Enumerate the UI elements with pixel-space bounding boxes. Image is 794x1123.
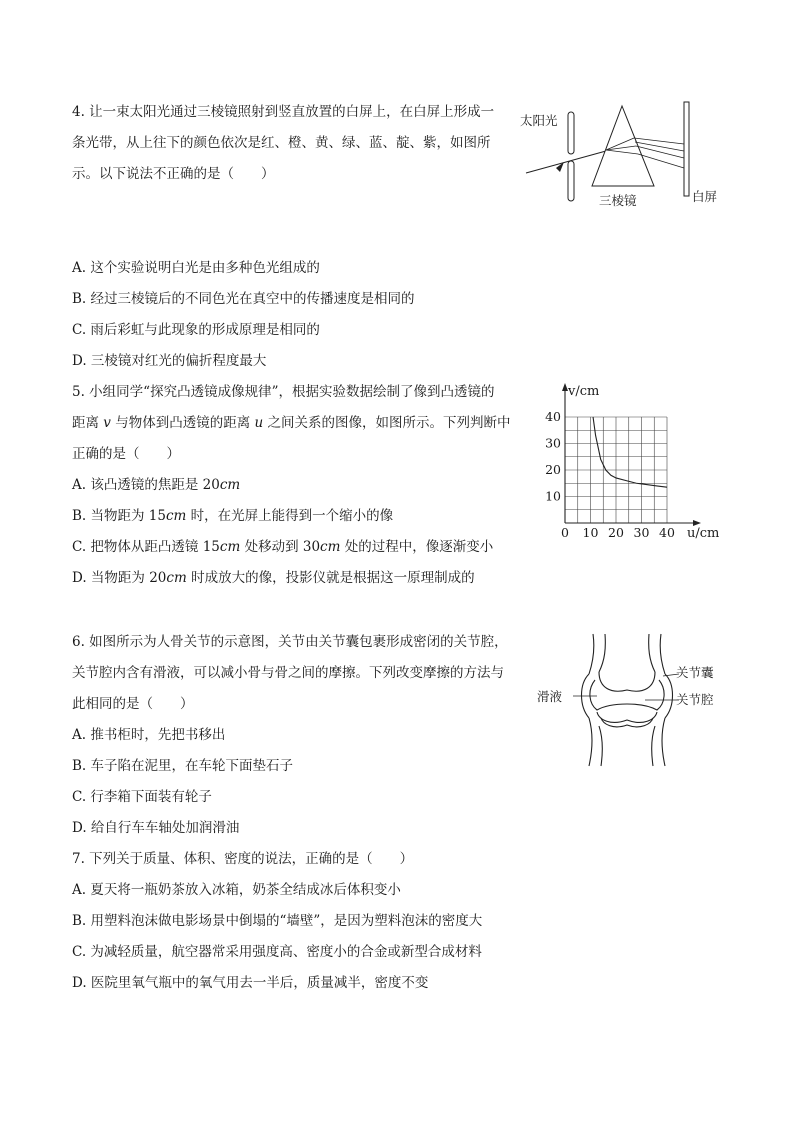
sunlight-label: 太阳光 bbox=[520, 113, 558, 128]
incident-ray bbox=[526, 151, 606, 173]
upper-slit-bar bbox=[568, 112, 574, 154]
q4-option-b: B. 经过三棱镜后的不同色光在真空中的传播速度是相同的 bbox=[72, 291, 415, 307]
lower-slit-bar bbox=[568, 161, 574, 201]
q4-stem-line-1: 4. 让一束太阳光通过三棱镜照射到竖直放置的白屏上，在白屏上形成一 bbox=[72, 104, 495, 120]
q7-stem: 7. 下列关于质量、体积、密度的说法，正确的是（ ） bbox=[72, 851, 414, 867]
x-tick-label: 20 bbox=[608, 525, 624, 540]
q6-stem-line-3: 此相同的是（ ） bbox=[72, 696, 194, 712]
q5-option-a: A. 该凸透镜的焦距是 20cm bbox=[72, 477, 241, 493]
q6-option-d: D. 给自行车车轴处加润滑油 bbox=[72, 820, 240, 836]
y-axis-label: v/cm bbox=[568, 384, 600, 399]
q5-stem-line-1: 5. 小组同学“探究凸透镜成像规律”，根据实验数据绘制了像到凸透镜的 bbox=[72, 384, 495, 400]
image-distance-curve bbox=[593, 417, 667, 487]
q5-option-b: B. 当物距为 15cm 时，在光屏上能得到一个缩小的像 bbox=[72, 508, 394, 524]
q6-option-a: A. 推书柜时，先把书移出 bbox=[72, 727, 226, 743]
fluid-label: 滑液 bbox=[537, 689, 563, 704]
cavity-label: 关节腔 bbox=[676, 692, 714, 707]
q4-option-d: D. 三棱镜对红光的偏折程度最大 bbox=[72, 353, 267, 369]
x-tick-label: 40 bbox=[659, 525, 675, 540]
y-tick-label: 40 bbox=[545, 409, 561, 424]
joint-figure bbox=[535, 628, 750, 770]
y-tick-label: 20 bbox=[545, 462, 561, 477]
x-tick-label: 0 bbox=[561, 525, 569, 540]
x-axis-label: u/cm bbox=[687, 526, 720, 541]
q4-stem-line-2: 条光带，从上往下的颜色依次是红、橙、黄、绿、蓝、靛、紫，如图所 bbox=[72, 135, 491, 151]
y-tick-label: 30 bbox=[545, 435, 561, 451]
q4-option-c: C. 雨后彩虹与此现象的形成原理是相同的 bbox=[72, 322, 320, 338]
q4-stem-line-3: 示。以下说法不正确的是（ ） bbox=[72, 166, 275, 182]
q6-option-b: B. 车子陷在泥里，在车轮下面垫石子 bbox=[72, 758, 294, 774]
q6-stem-line-2: 关节腔内含有滑液，可以减小骨与骨之间的摩擦。下列改变摩擦的方法与 bbox=[72, 665, 504, 681]
q6-option-c: C. 行李箱下面装有轮子 bbox=[72, 789, 212, 805]
lens-image-distance-chart bbox=[535, 380, 730, 545]
y-tick-label: 10 bbox=[545, 488, 561, 504]
q5-option-d: D. 当物距为 20cm 时成放大的像，投影仪就是根据这一原理制成的 bbox=[72, 570, 475, 586]
q6-stem-line-1: 6. 如图所示为人骨关节的示意图，关节由关节囊包裹形成密闭的关节腔， bbox=[72, 634, 508, 650]
x-tick-label: 30 bbox=[633, 525, 650, 540]
screen-label: 白屏 bbox=[692, 189, 718, 204]
q7-option-b: B. 用塑料泡沫做电影场景中倒塌的“墙壁”，是因为塑料泡沫的密度大 bbox=[72, 913, 483, 929]
q4-option-a: A. 这个实验说明白光是由多种色光组成的 bbox=[72, 260, 320, 276]
x-tick-label: 10 bbox=[582, 525, 599, 540]
q5-option-c: C. 把物体从距凸透镜 15cm 处移动到 30cm 处的过程中，像逐渐变小 bbox=[72, 539, 494, 555]
capsule-label: 关节囊 bbox=[676, 665, 714, 680]
q5-stem-line-2: 距离 v 与物体到凸透镜的距离 u 之间关系的图像，如图所示。下列判断中 bbox=[72, 415, 511, 431]
q5-stem-line-3: 正确的是（ ） bbox=[72, 446, 180, 462]
prism-figure bbox=[512, 98, 727, 213]
q7-option-c: C. 为减轻质量，航空器常采用强度高、密度小的合金或新型合成材料 bbox=[72, 944, 482, 960]
prism-label: 三棱镜 bbox=[599, 193, 637, 208]
white-screen bbox=[684, 102, 689, 196]
q7-option-d: D. 医院里氧气瓶中的氧气用去一半后，质量减半，密度不变 bbox=[72, 975, 429, 991]
prism-triangle bbox=[592, 106, 654, 186]
q7-option-a: A. 夏天将一瓶奶茶放入冰箱，奶茶全结成冰后体积变小 bbox=[72, 882, 401, 898]
